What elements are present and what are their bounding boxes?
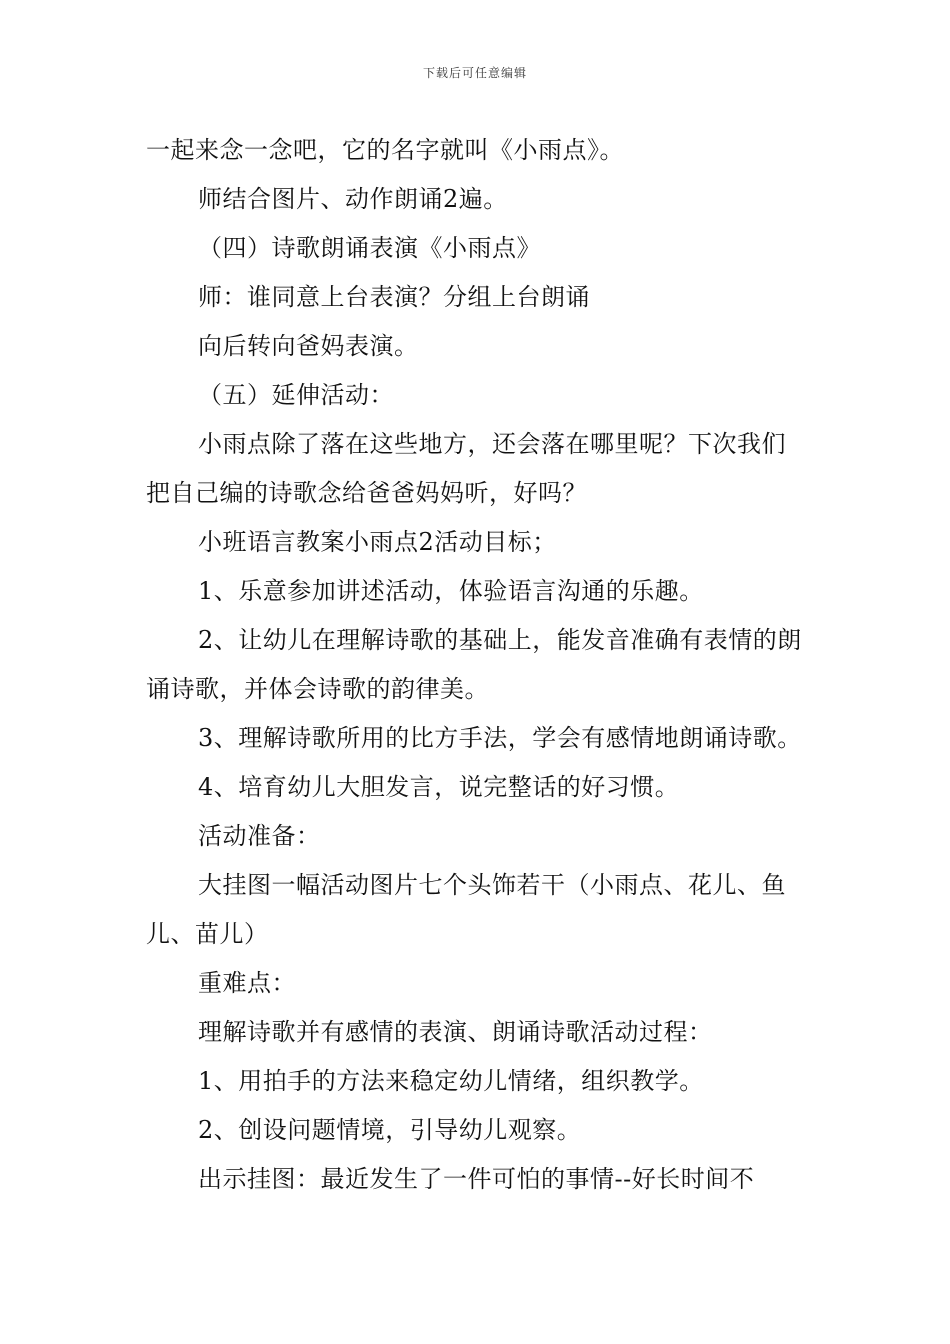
paragraph: 向后转向爸妈表演。 [198,332,419,360]
paragraph: （五）延伸活动： [198,381,394,409]
paragraph: 一起来念一念吧，它的名字就叫《小雨点》。 [146,136,624,164]
paragraph: 4、培育幼儿大胆发言，说完整话的好习惯。 [198,773,680,801]
paragraph: 师：谁同意上台表演？分组上台朗诵 [198,283,590,311]
document-body [146,126,810,1204]
paragraph: （四）诗歌朗诵表演《小雨点》 [198,234,541,262]
paragraph: 理解诗歌并有感情的表演、朗诵诗歌活动过程： [198,1018,713,1046]
paragraph: 3、理解诗歌所用的比方手法，学会有感情地朗诵诗歌。 [198,724,802,752]
paragraph: 2、创设问题情境，引导幼儿观察。 [198,1116,582,1144]
paragraph: 大挂图一幅活动图片七个头饰若干（小雨点、花儿、鱼儿、苗儿） [146,871,786,948]
paragraph: 小班语言教案小雨点2活动目标； [198,528,557,556]
paragraph: 1、乐意参加讲述活动，体验语言沟通的乐趣。 [198,577,704,605]
paragraph: 师结合图片、动作朗诵2遍。 [198,185,508,213]
paragraph: 2、让幼儿在理解诗歌的基础上，能发音准确有表情的朗诵诗歌，并体会诗歌的韵律美。 [146,626,802,703]
paragraph: 出示挂图：最近发生了一件可怕的事情--好长时间不 [198,1165,755,1193]
paragraph: 小雨点除了落在这些地方，还会落在哪里呢？下次我们把自己编的诗歌念给爸爸妈妈听，好吗？ [146,430,786,507]
paragraph: 活动准备： [198,822,321,850]
paragraph: 1、用拍手的方法来稳定幼儿情绪，组织教学。 [198,1067,704,1095]
paragraph: 重难点： [198,969,296,997]
page-header: 下载后可任意编辑 [422,66,527,80]
